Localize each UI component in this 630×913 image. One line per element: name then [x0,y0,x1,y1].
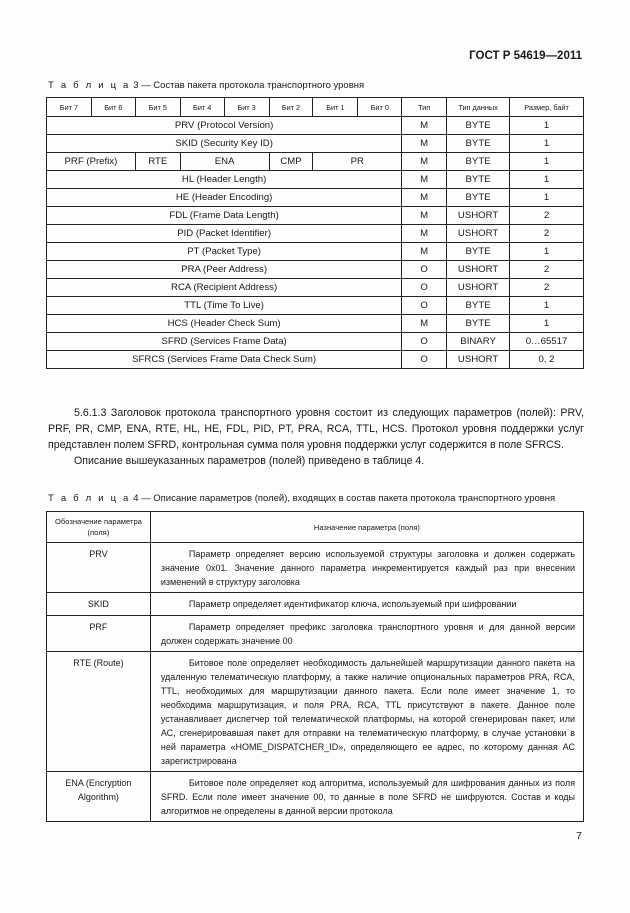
size-cell: 1 [510,117,584,135]
dtype-cell: USHORT [447,225,510,243]
table3-header-cell: Размер, байт [510,98,584,117]
dtype-cell: USHORT [447,207,510,225]
paragraph: 5.6.1.3 Заголовок протокола транспортного уровня состоит из следующих параметров (полей): PRV, PRF, PR, CMP, ENA, RTE, HL, HE, FDL, PID, PT, PRA, RCA, TTL, HCS. Протокол уровня поддержки услуг представлен полем SFRD, контрольная сумма поля уровня поддержки услуг содержится в поле SFRCS. [48,407,584,451]
table4-header-name: Обозначение параметра (поля) [47,512,151,543]
parameter-description-table [46,511,584,822]
field-cell: PID (Packet Identifier) [47,225,402,243]
type-cell: M [402,207,447,225]
prf-cell: PRF (Prefix) [47,153,136,171]
table-row [47,135,584,153]
dtype-cell: USHORT [447,279,510,297]
paragraph: Описание вышеуказанных параметров (полей) приведено в таблице 4. [74,455,425,467]
param-desc: Параметр определяет идентификатор ключа, используемый при шифровании [150,593,583,616]
type-cell: M [402,135,447,153]
table-row [47,261,584,279]
type-cell: M [402,117,447,135]
field-cell: RCA (Recipient Address) [47,279,402,297]
param-desc: Параметр определяет префикс заголовка транспортного уровня и для данной версии должен содержать значение 00 [150,616,583,652]
param-desc: Битовое поле определяет код алгоритма, используемый для шифрования данных из поля SFRD. Если поле имеет значение 00, то данные в поле SFRD не шифруются. Состав и коды алгоритмов не определены в данной версии протокола [150,772,583,822]
table-row [47,207,584,225]
table3-header-row [47,98,584,117]
field-cell: SFRCS (Services Frame Data Check Sum) [47,351,402,369]
param-desc: Параметр определяет версию используемой структуры заголовка и должен содержать значение 0x01. Значение данного параметра инкрементируется каждый раз при внесении изменений в структуру заголовка [150,543,583,593]
type-cell: M [402,243,447,261]
field-cell: HCS (Header Check Sum) [47,315,402,333]
table3-caption: Т а б л и ц а 3 — Состав пакета протокола транспортного уровня [48,80,365,91]
table3-header-cell: Бит 0 [358,98,402,117]
dtype-cell: BYTE [447,315,510,333]
table3-header-cell: Тип [402,98,447,117]
field-cell: FDL (Frame Data Length) [47,207,402,225]
type-cell: M [402,171,447,189]
dtype-cell: BYTE [447,135,510,153]
size-cell: 0…65517 [510,333,584,351]
table3-header-cell: Тип данных [447,98,510,117]
pr-cell: PR [313,153,402,171]
field-cell: PT (Packet Type) [47,243,402,261]
size-cell: 1 [510,297,584,315]
table3-header-cell: Бит 7 [47,98,92,117]
param-name: ENA (Encryption Algorithm) [47,772,151,822]
type-cell: O [402,261,447,279]
table3-header-cell: Бит 6 [91,98,135,117]
field-cell: HE (Header Encoding) [47,189,402,207]
rte-cell: RTE [135,153,180,171]
size-cell: 2 [510,225,584,243]
dtype-cell: BYTE [447,153,510,171]
table-row [47,189,584,207]
type-cell: M [402,225,447,243]
field-cell: TTL (Time To Live) [47,297,402,315]
param-desc: Битовое поле определяет необходимость дальнейшей маршрутизации данного пакета на удаленную телематическую платформу, а также наличие опциональных параметров PRA, RCA, TTL, необходимых для маршрутизации данного пакета. Если поле имеет значение 1, то необходима маршрутизация, и поля PRA, RCA, TTL присутствуют в пакете. Данное поле устанавливает диспетчер той телематической платформы, на которой сгенерирован пакет, или АС, сгенерировавшая пакет для отправки на телематическую платформу, в случае установки в ней параметра «HOME_DISPATCHER_ID», определяющего ее адрес, по которому данная АС зарегистрирована [150,652,583,772]
size-cell: 2 [510,207,584,225]
type-cell: O [402,351,447,369]
dtype-cell: BYTE [447,189,510,207]
size-cell: 1 [510,315,584,333]
field-cell: HL (Header Length) [47,171,402,189]
dtype-cell: BYTE [447,297,510,315]
field-cell: SFRD (Services Frame Data) [47,333,402,351]
table-row [47,315,584,333]
table3-header-cell: Бит 1 [313,98,358,117]
type-cell: O [402,297,447,315]
param-name: PRV [47,543,151,593]
size-cell: 1 [510,243,584,261]
size-cell: 2 [510,279,584,297]
param-name: SKID [47,593,151,616]
table-row [47,297,584,315]
table4-caption: Т а б л и ц а 4 — Описание параметров (полей), входящих в состав пакета протокола транспортного уровня [48,493,556,504]
table-row [47,153,584,171]
table3-header-cell: Бит 4 [180,98,224,117]
field-cell: PRV (Protocol Version) [47,117,402,135]
dtype-cell: USHORT [447,261,510,279]
ena-cell: ENA [180,153,269,171]
field-cell: PRA (Peer Address) [47,261,402,279]
dtype-cell: BINARY [447,333,510,351]
type-cell: M [402,153,447,171]
table-row [47,351,584,369]
dtype-cell: BYTE [447,243,510,261]
table-row [47,772,584,822]
dtype-cell: USHORT [447,351,510,369]
type-cell: O [402,279,447,297]
size-cell: 1 [510,189,584,207]
table-row [47,171,584,189]
type-cell: M [402,189,447,207]
field-cell: SKID (Security Key ID) [47,135,402,153]
table-row [47,593,584,616]
table3-header-cell: Бит 2 [269,98,313,117]
table-row [47,279,584,297]
dtype-cell: BYTE [447,171,510,189]
table-row [47,616,584,652]
param-name: PRF [47,616,151,652]
dtype-cell: BYTE [447,117,510,135]
packet-structure-table [46,97,584,369]
page-number: 7 [576,830,582,842]
size-cell: 2 [510,261,584,279]
table4-header-desc: Назначение параметра (поля) [150,512,583,543]
table-row [47,117,584,135]
size-cell: 0, 2 [510,351,584,369]
table4-header-row [47,512,584,543]
table3-header-cell: Бит 3 [224,98,269,117]
size-cell: 1 [510,135,584,153]
cmp-cell: CMP [269,153,313,171]
table-row [47,543,584,593]
param-name: RTE (Route) [47,652,151,772]
table3-header-cell: Бит 5 [135,98,180,117]
table-row [47,243,584,261]
size-cell: 1 [510,153,584,171]
type-cell: M [402,315,447,333]
size-cell: 1 [510,171,584,189]
type-cell: O [402,333,447,351]
standard-number: ГОСТ Р 54619—2011 [469,50,582,62]
table-row [47,652,584,772]
table-row [47,225,584,243]
table-row [47,333,584,351]
body-text [48,405,584,469]
